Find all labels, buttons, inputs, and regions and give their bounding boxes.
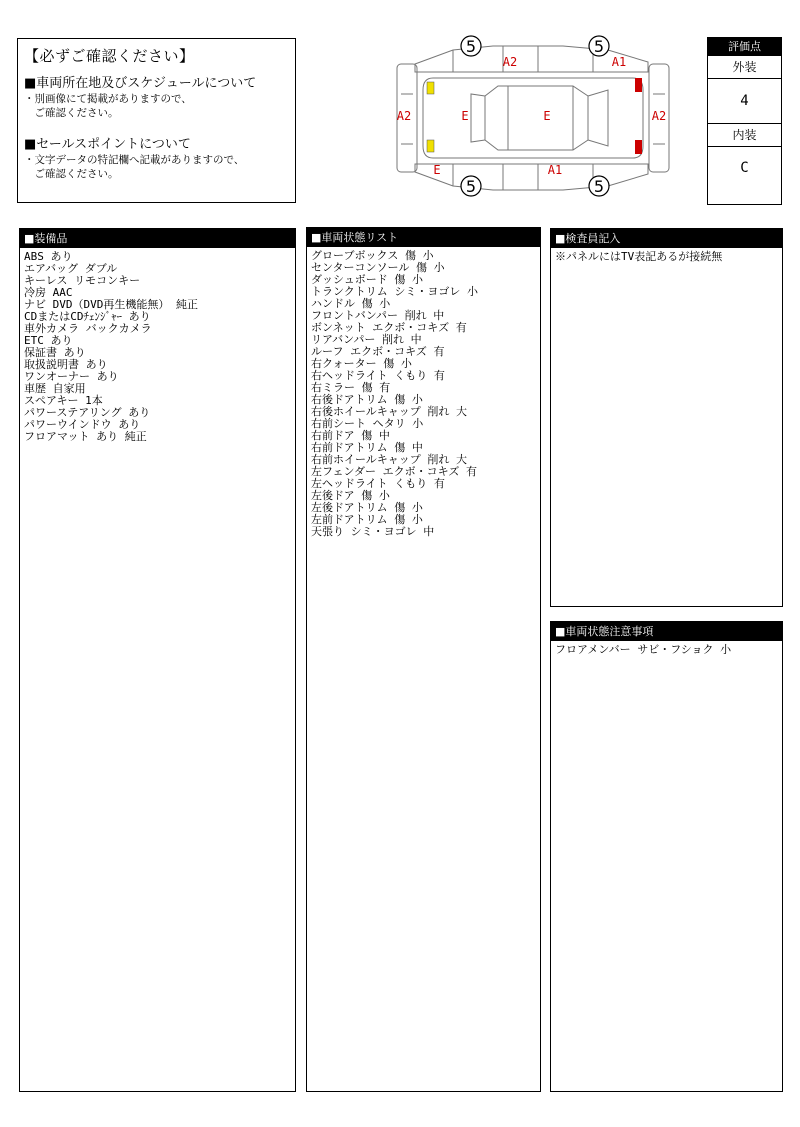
damage-mark: E: [461, 109, 469, 123]
list-item: ABS あり: [24, 250, 73, 263]
list-item: 右前ドアトリム 傷 中: [311, 441, 423, 454]
list-item: ルーフ エクボ・コキズ 有: [311, 345, 445, 358]
damage-mark: A1: [547, 163, 563, 177]
equipment-header: ■装備品: [20, 229, 295, 248]
list-item: スペアキー 1本: [24, 394, 103, 407]
interior-value: C: [740, 160, 749, 176]
damage-mark: A2: [502, 55, 518, 69]
list-item: パワーステアリング あり: [24, 406, 151, 419]
equipment-list: [20, 248, 295, 446]
exterior-label: 外装: [708, 56, 781, 79]
list-item: グローブボックス 傷 小: [311, 249, 434, 262]
list-item: トランクトリム シミ・ヨゴレ 小: [311, 285, 479, 298]
list-item: リアバンパー 削れ 中: [311, 333, 422, 346]
list-item: 取扱説明書 あり: [24, 358, 108, 371]
notice-line: ご確認ください。: [24, 107, 119, 119]
list-item: 右前シート ヘタリ 小: [311, 417, 424, 430]
damage-mark: A2: [396, 109, 412, 123]
notice-line: ・文字データの特記欄へ記載がありますので、: [24, 154, 245, 166]
notes-header: ■車両状態注意事項: [551, 622, 782, 641]
list-item: フロントバンパー 削れ 中: [311, 309, 445, 322]
list-item: 右前ホイールキャップ 削れ 大: [311, 453, 468, 466]
list-item: ダッシュボード 傷 小: [311, 273, 424, 286]
notes-panel: [550, 621, 783, 1092]
inspector-panel: [550, 228, 783, 607]
condition-panel: [306, 227, 541, 1092]
list-item: ETC あり: [24, 334, 73, 347]
list-item: 左前ドアトリム 傷 小: [311, 513, 423, 526]
list-item: ボンネット エクボ・コキズ 有: [311, 321, 467, 334]
list-item: 左フェンダー エクボ・コキズ 有: [311, 465, 478, 478]
list-item: 保証書 あり: [24, 346, 86, 359]
notice-title: 【必ずご確認ください】: [24, 47, 195, 65]
list-item: ワンオーナー あり: [24, 370, 119, 383]
list-item: 右クォーター 傷 小: [311, 357, 412, 370]
list-item: 左後ドアトリム 傷 小: [311, 501, 423, 514]
list-item: 右ヘッドライト くもり 有: [311, 369, 445, 382]
rear-left-light-mark: [427, 82, 434, 94]
interior-label: 内装: [708, 124, 781, 147]
condition-header: ■車両状態リスト: [307, 228, 540, 247]
front-left-light-mark: [635, 78, 642, 92]
grade-header: 評価点: [708, 38, 781, 56]
list-item: 左後ドア 傷 小: [311, 489, 390, 502]
damage-mark: A1: [611, 55, 627, 69]
wheel-grade-mark: 5: [465, 37, 477, 56]
notice-section-location: ■車両所在地及びスケジュールについて: [24, 76, 257, 91]
list-item: キーレス リモコンキー: [24, 274, 141, 287]
list-item: パワーウインドウ あり: [24, 418, 141, 431]
list-item: 車外カメラ バックカメラ: [24, 322, 152, 335]
wheel-grade-mark: 5: [593, 177, 605, 196]
notice-box: [17, 38, 296, 203]
rear-right-light-mark: [427, 140, 434, 152]
list-item: 左ヘッドライト くもり 有: [311, 477, 445, 490]
list-item: センターコンソール 傷 小: [311, 261, 445, 274]
notice-section-sales: ■セールスポイントについて: [24, 137, 191, 152]
condition-list: [307, 247, 540, 541]
list-item: 天張り シミ・ヨゴレ 中: [311, 525, 435, 538]
grade-box: [707, 37, 782, 205]
exterior-value: 4: [708, 79, 781, 124]
list-item: CDまたはCDﾁｪﾝｼﾞｬｰ あり: [24, 310, 151, 323]
inspector-note: ※パネルにはTV表記あるが接続無: [555, 250, 723, 263]
inspector-header: ■検査員記入: [551, 229, 782, 248]
damage-mark: A2: [651, 109, 667, 123]
damage-mark: E: [543, 109, 551, 123]
car-damage-diagram: [393, 34, 673, 202]
front-right-light-mark: [635, 140, 642, 154]
list-item: ナビ DVD（DVD再生機能無） 純正: [24, 298, 198, 311]
damage-mark: E: [433, 163, 441, 177]
list-item: エアバッグ ダブル: [24, 262, 118, 275]
equipment-panel: [19, 228, 296, 1092]
notice-line: ・別画像にて掲載がありますので、: [24, 93, 192, 105]
list-item: ハンドル 傷 小: [311, 297, 391, 310]
list-item: 冷房 AAC: [24, 286, 73, 299]
wheel-grade-mark: 5: [593, 37, 605, 56]
list-item: 右後ホイールキャップ 削れ 大: [311, 405, 468, 418]
list-item: 右ミラー 傷 有: [311, 381, 391, 394]
notes-text: フロアメンバー サビ・フショク 小: [555, 643, 732, 656]
list-item: 右後ドアトリム 傷 小: [311, 393, 423, 406]
wheel-grade-mark: 5: [465, 177, 477, 196]
list-item: 右前ドア 傷 中: [311, 429, 390, 442]
list-item: 車歴 自家用: [24, 382, 86, 395]
notice-line: ご確認ください。: [24, 168, 119, 180]
list-item: フロアマット あり 純正: [24, 430, 147, 443]
